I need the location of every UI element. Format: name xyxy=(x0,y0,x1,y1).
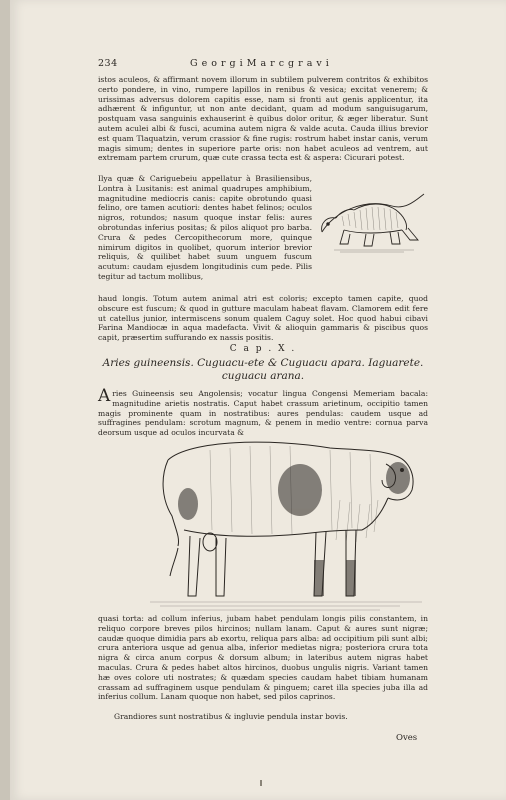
page-mark xyxy=(260,780,262,786)
paragraph-otter-continued: haud longis. Totum autem animal atri est coloris; excepto tamen capite, quod obscure est fuscum; & quod in gutture maculam habeat flavam. Clamorem edit fere ut catellus junior, intermiscens sonum qualem Caguy solet. Hoc quod habui cibavi Farina Mandiocæ in aqua madefacta. Vivit & alioquin gammaris & piscibus quos capit, præsertim suffurando ex nassis positis. xyxy=(98,294,428,343)
book-page xyxy=(10,0,506,800)
chapter-title-line1: Aries guineensis. Cuguacu-ete & Cuguacu apara. Iaguarete. xyxy=(102,357,424,369)
paragraph-aries-continued: quasi torta: ad collum inferius, jubam habet pendulam longis pilis constantem, in reliquo corpore breves pilos hircinos; nullam lanam. Caput & aures sunt nigræ; caudæ quoque dimidia pars ab exortu, reliqua pars alba: ad occipitium pili sunt albi; crura anteriora usque ad genua alba, inferior medietas nigra; posteriora crura tota nigra & circa anum corpus & dorsum album; in lateribus autem nigras habet maculas. Crura & pedes habet altos hircinos, duobus ungulis nigris. Variant tamen hæ oves colore uti nostrates; & quædam species caudam habet tibiam humanam crassam ad suffraginem usque pendulam & pinguem; caret illa species juba illa ad inferius collum. Lanam quoque non habet, sed pilos caprinos. xyxy=(98,614,428,702)
paragraph-aries-text: ries Guineensis seu Angolensis; vocatur lingua Congensi Memeriam bacala: magnitudine arietis nostratis. Caput habet crassum arietinum, occipitio tamen magis prominente quam in nostratibus: aures pendulas: caudem usque ad suffragines pendulam: scrotum magnum, & penem in medio ventre: cornua parva deorsum usque ad oculos incurvata & xyxy=(98,389,428,438)
guinea-ram-engraving-icon xyxy=(150,420,422,612)
running-head: G e o r g i M a r c g r a v i xyxy=(190,58,330,69)
paragraph-aries-size: Grandiores sunt nostratibus & ingluvie pendula instar bovis. xyxy=(114,712,348,721)
otter-engraving-icon xyxy=(314,172,430,256)
page-header xyxy=(98,58,428,72)
paragraph-otter: Ilya quæ & Cariguebeiu appellatur à Brasiliensibus, Lontra à Lusitanis: est animal quadrupes amphibium, magnitudine mediocris canis: capite obrotundo quasi felino, ore tamen acutiori: dentes habet felinos; oculos nigros, rotundos; nasum quoque instar felis: aures obrotundas inferius positas; & pilos aliquot pro barba. Crura & pedes Cercopithecorum more, quinque nimirum digitos in quolibet, quorum interior brevior reliquis, & quilibet habet suum unguem fuscum acutum: caudam ejusdem longitudinis cum pede. Pilis tegitur ad tactum mollibus, xyxy=(98,174,312,281)
chapter-title-line2: cuguacu arana. xyxy=(221,370,305,382)
chapter-heading: C a p . X . xyxy=(229,344,297,354)
drop-cap-initial: A xyxy=(98,386,111,406)
page-number: 234 xyxy=(98,58,118,69)
catchword: Oves xyxy=(396,733,418,743)
paragraph-porcupine: istos aculeos, & affirmant novem illorum in subtilem pulverem contritos & exhibitos certo pondere, in vino, rumpere lapillos in renibus & vesica; excitat venerem; & urissimas adversus dolorem capitis esse, nam si fronti aut genis applicentur, ita adhærent & infiguntur, ut non ante decidant, quam ad modum sanguisugarum, postquam vasa sanguinis exhauserint è quibus dolor oritur, & æger liberatur. Sunt autem aculei albi & fusci, acumina autem nigra & valde acuta. Cauda illius brevior est quam Tlaquatzin, verum crassior & fine rugis: rostrum habet instar canis, verum magis simum; dentes in superiore parte oris: non habet aculeos ad ventrem, aut extremam partem crurum, quæ cute crassa tecta est & aspera: Cicurari potest. xyxy=(98,75,428,163)
